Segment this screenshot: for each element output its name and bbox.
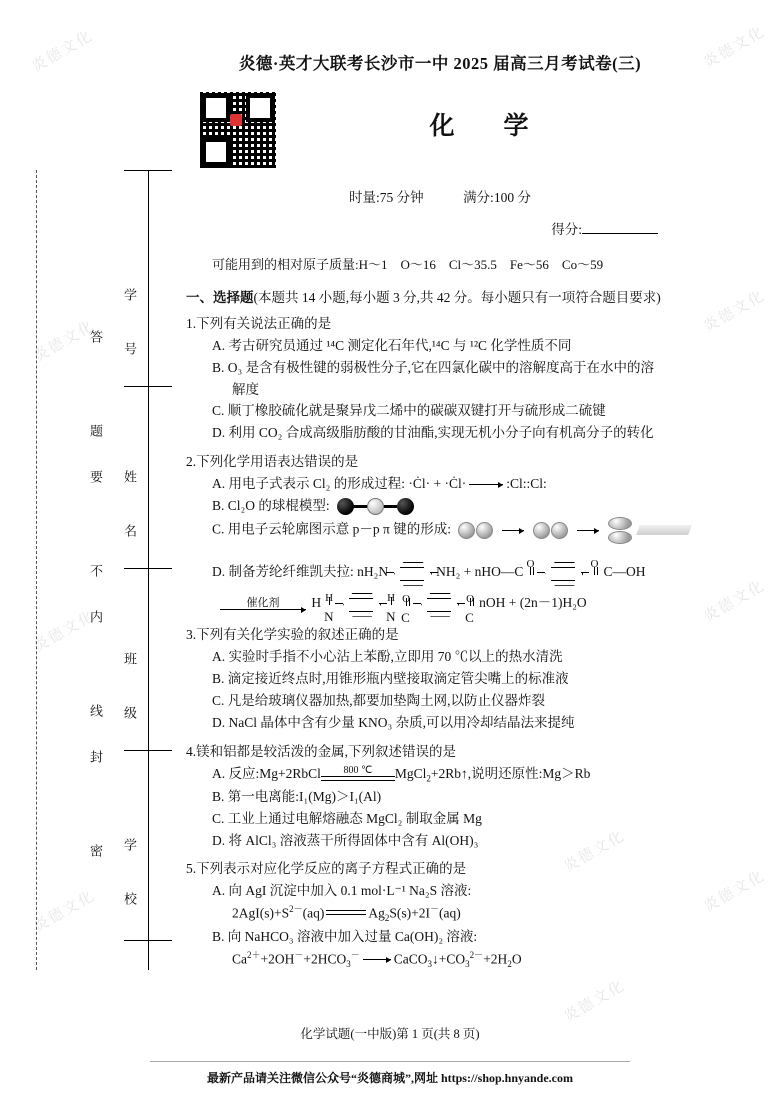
question-5 [186,858,694,880]
benzene-ring-icon [339,593,383,615]
question-stem: 下列有关说法正确的是 [196,316,332,331]
polymer-equation [186,588,694,625]
option [186,473,694,495]
watermark: 炎德文化 [31,317,99,366]
question-1 [186,313,694,335]
strip-label-name: 姓 名 [122,470,137,551]
option-cont: 解度 [232,381,259,397]
option-cont: $Ca^{2+}+2OH^-+2HCO_3^-$ $CaCO_3↓+CO_3^{2-}+2H_2O$ [232,949,522,969]
amine-formula: nH₂N [357,563,389,579]
option [186,517,694,544]
strip-note-answer: 答 题 [88,330,103,471]
watermark: 炎德文化 [31,887,99,936]
option: C. 顺丁橡胶硫化就是聚异戊二烯中的碳碳双键打开与硫形成二硫键 [212,403,606,419]
carbonyl-group-icon: O [523,560,539,586]
condition-label: 800 ℃ [343,765,373,777]
option: D. NaCl 晶体中含有少量 KNO₃ 杂质,可以用冷却结晶法来提纯 [212,714,575,730]
reaction-condition-arrow [321,765,395,783]
acid-tail: C—OH [603,563,646,579]
amine-tail: NH₂ + [436,563,472,579]
option: A. 实验时手指不小心沾上苯酚,立即用 70 ℃以上的热水清洗 [212,649,563,665]
section-label: 一、选择题 [186,290,254,305]
option-text: A. 用电子式表示 Cl₂ 的形成过程: [212,476,405,492]
watermark: 炎德文化 [561,977,629,1026]
atomic-mass-note: 可能用到的相对原子质量:H～1 O～16 Cl～35.5 Fe～56 Co～59 [212,257,604,272]
electron-cloud-diagram-icon [458,517,690,544]
question-number: 3. [186,627,197,643]
strip-note-inner: 内 线 [88,610,103,751]
qr-code-icon [200,92,276,168]
watermark: 炎德文化 [701,23,769,72]
exam-seal-strip [20,170,170,970]
strip-note-forbid: 要 不 [88,470,103,611]
fullscore-label: 满分:100 分 [463,190,531,205]
amide-nh-icon: H N [324,591,334,624]
question-stem: 下列表示对应化学反应的离子方程式正确的是 [196,861,467,877]
question-4 [186,741,694,763]
time-label: 时量:75 分钟 [349,190,424,205]
option-text: C. 用电子云轮廓图示意 p－p π 键的形成: [212,521,451,537]
reaction-arrow-icon [363,959,391,960]
question-number: 2. [186,454,197,470]
question-number: 1. [186,316,197,331]
reaction-arrow-icon [469,484,503,485]
bracket-open: H [311,594,322,610]
option: D. 利用 CO₂ 合成高级脂肪酸的甘油酯,实现无机小分子向有机高分子的转化 [212,425,654,441]
exam-meta [186,186,694,206]
acid-formula: nHO—C [474,563,524,579]
watermark: 炎德文化 [31,607,99,656]
option: A. 反应:Mg+2RbCl 800 ℃ MgCl$_2$+2Rb↑,说明还原性:Mg＞Rb [212,765,591,784]
option: B. 第一电离能:I₁(Mg)＞I₁(Al) [212,788,382,804]
product-tail: OH + (2n－1)H₂O [485,594,587,610]
strip-label-school: 学 校 [122,838,137,919]
option: B. O₃ 是含有极性键的弱极性分子,它在四氯化碳中的溶解度高于在水中的溶 [212,359,654,375]
carbonyl-group-icon: O [587,560,603,586]
lewis-product: :Cl::Cl: [506,476,547,492]
benzene-ring-icon [390,562,434,584]
watermark: 炎德文化 [701,287,769,336]
watermark: 炎德文化 [701,867,769,916]
catalyst-label: 催化剂 [246,596,280,609]
question-2 [186,451,694,473]
page-footer: 化学试题(一中版)第 1 页(共 8 页) [300,1027,480,1041]
option: A. 考古研究员通过 ¹⁴C 测定化石年代,¹⁴C 与 ¹²C 化学性质不同 [212,337,572,353]
score-label: 得分: [551,222,582,237]
strip-note-seal: 封 密 [88,750,103,891]
question-number: 4. [186,743,197,759]
section-desc: (本题共 14 小题,每小题 3 分,共 42 分。每小题只有一项符合题目要求) [253,290,661,305]
watermark: 炎德文化 [561,827,629,876]
strip-label-class: 班 级 [122,652,137,733]
option [186,557,694,586]
option: C. 凡是给玻璃仪器加热,都要加垫陶土网,以防止仪器炸裂 [212,693,546,708]
option: B. 滴定接近终点时,用锥形瓶内壁接取滴定管尖嘴上的标准液 [212,671,569,687]
promo-footer: 最新产品请关注微信公众号“炎德商城”,网址 https://shop.hnyande.com [206,1071,574,1085]
watermark: 炎德文化 [701,577,769,626]
benzene-ring-icon [417,593,461,615]
watermark: 炎德文化 [29,27,97,76]
equilibrium-arrow-icon [326,909,366,918]
subject-name: 化 学 [429,113,541,140]
option [186,495,694,517]
question-stem: 下列化学用语表达错误的是 [196,454,359,470]
repeat-subscript: n [479,594,486,610]
subject-row [186,92,694,168]
option-text: D. 制备芳纶纤维凯夫拉: [212,563,354,579]
carbonyl-group-icon: O C [465,592,475,625]
question-3 [186,624,694,646]
option: A. 向 AgI 沉淀中加入 0.1 mol·L⁻¹ Na₂S 溶液: [212,883,472,899]
amide-nh-icon: H N [386,591,396,624]
paper-content [186,50,694,972]
carbonyl-group-icon: O C [401,592,411,625]
page-title: 炎德·英才大联考长沙市一中 2025 届高三月考试卷(三) [238,54,642,73]
option: D. 将 AlCl₃ 溶液蒸干所得固体中含有 Al(OH)₃ [212,832,479,848]
option: C. 工业上通过电解熔融态 MgCl₂ 制取金属 Mg [212,810,482,826]
question-stem: 镁和铝都是较活泼的金属,下列叙述错误的是 [196,743,456,759]
option-cont: $2AgI(s)+S^{2-}(aq)$ $Ag_2S(s)+2I^-(aq)$ [232,904,461,924]
benzene-ring-icon [541,562,585,584]
strip-label-student-id: 学 号 [122,288,137,369]
question-stem: 下列有关化学实验的叙述正确的是 [196,627,399,643]
question-number: 5. [186,861,197,877]
option-text: B. Cl₂O 的球棍模型: [212,497,330,513]
score-field [186,218,694,238]
catalyst-arrow [220,597,306,611]
lewis-reactants: ·Ċl· + ·Ċl· [408,476,467,492]
option: B. 向 NaHCO₃ 溶液中加入过量 Ca(OH)₂ 溶液: [212,928,478,944]
section-heading [186,286,694,306]
ball-and-stick-model-icon [337,498,414,515]
score-blank[interactable] [582,233,658,234]
